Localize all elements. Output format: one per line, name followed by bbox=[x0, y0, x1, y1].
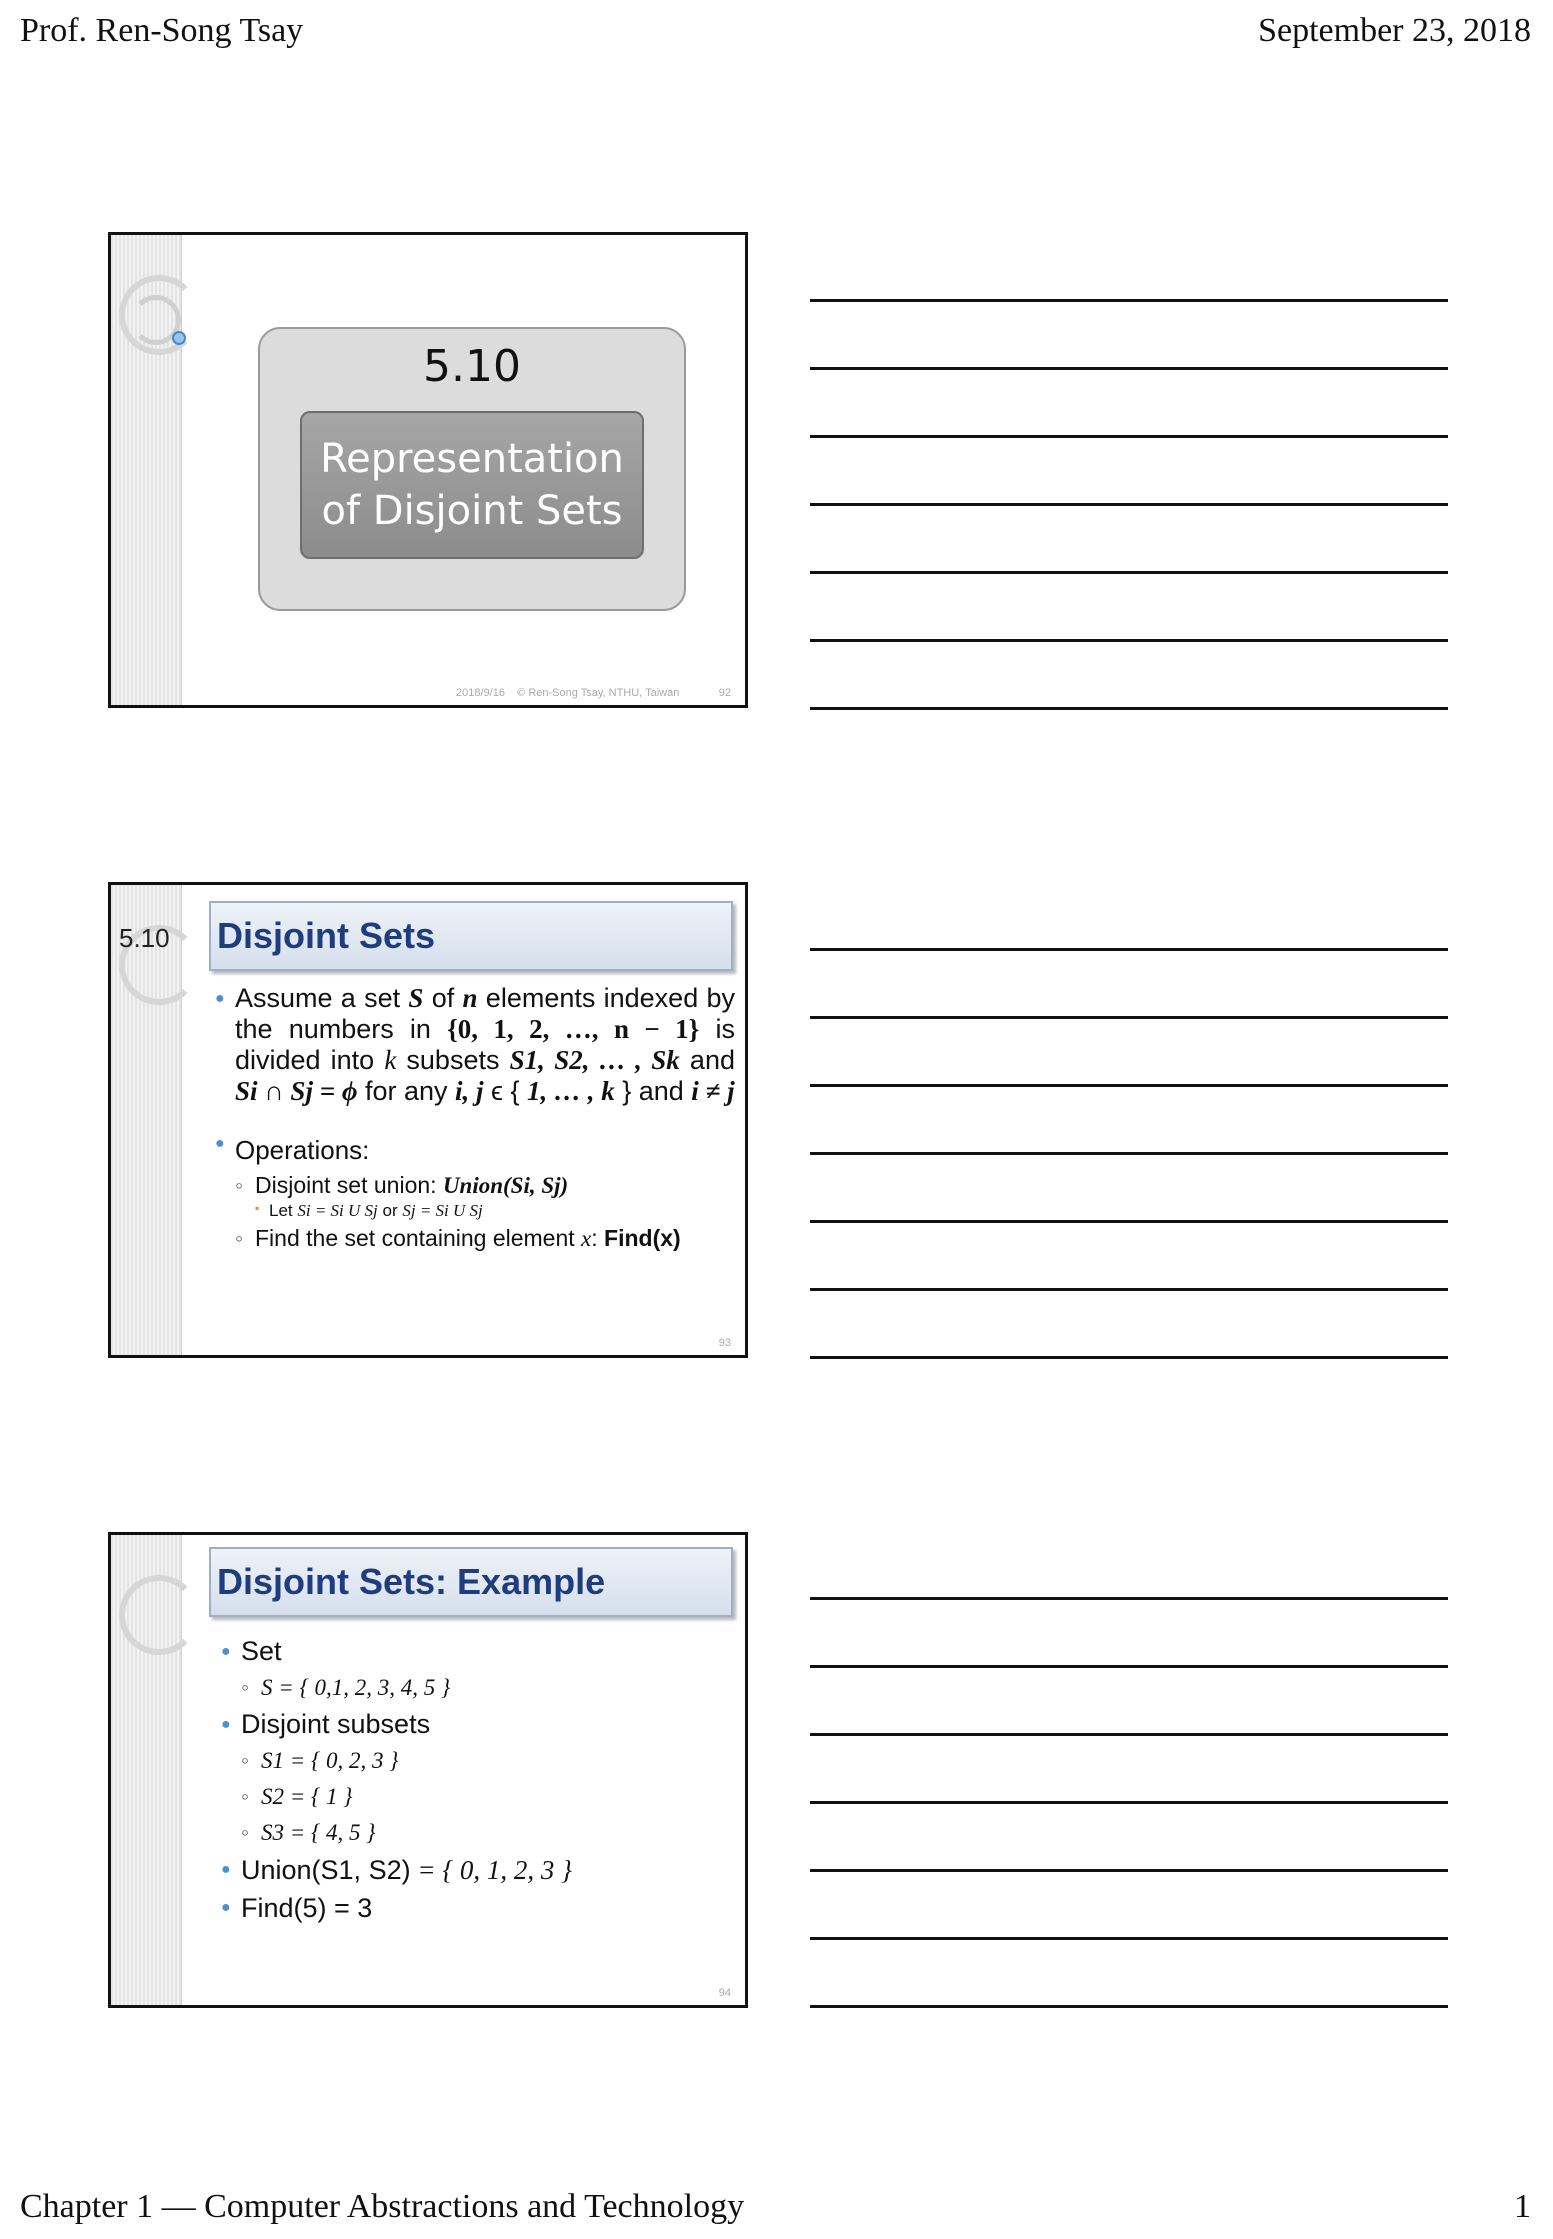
slide-page-number: 92 bbox=[718, 687, 731, 699]
sub-sub-bullet-let: ▪ Let Si = Si U Sj or Sj = Si U Sj bbox=[255, 1201, 735, 1221]
slide-title: Disjoint Sets: Example bbox=[217, 1561, 606, 1602]
slide-93 bbox=[108, 882, 748, 1358]
note-line bbox=[810, 1665, 1448, 1668]
note-line bbox=[810, 1937, 1448, 1940]
section-title-line2: of Disjoint Sets bbox=[321, 488, 623, 534]
footer-chapter: Chapter 1 — Computer Abstractions and Technology bbox=[20, 2188, 745, 2225]
note-line bbox=[810, 948, 1448, 951]
slide-footer-copyright: © Ren-Song Tsay, NTHU, Taiwan bbox=[517, 687, 680, 699]
section-title-line1: Representation bbox=[320, 436, 624, 482]
header-date: September 23, 2018 bbox=[1258, 12, 1531, 49]
note-line bbox=[810, 639, 1448, 642]
note-line bbox=[810, 1597, 1448, 1600]
note-line bbox=[810, 367, 1448, 370]
header-author: Prof. Ren-Song Tsay bbox=[20, 12, 304, 49]
bullet-operations: ● Operations: bbox=[215, 1135, 735, 1166]
decorative-strip bbox=[111, 1535, 182, 2005]
slide-92 bbox=[108, 232, 748, 708]
note-line bbox=[810, 1016, 1448, 1019]
note-line bbox=[810, 1801, 1448, 1804]
note-line bbox=[810, 1356, 1448, 1359]
note-line bbox=[810, 435, 1448, 438]
decorative-strip bbox=[111, 235, 182, 705]
sub-bullet-set-expr: ◦ S = { 0,1, 2, 3, 4, 5 } bbox=[241, 1670, 572, 1706]
slide-title-bar bbox=[209, 1547, 733, 1617]
note-line bbox=[810, 1084, 1448, 1087]
bullet-assumption: ● Assume a set S of n elements indexed by the numbers in {0, 1, 2, …, n − 1} is divided into k subsets S1, S2, … , Sk and Si ∩ Sj = ϕ for any i, j ϵ { 1, … , k } and i ≠ j bbox=[215, 983, 735, 1107]
sub-bullet-subset-2: ◦ S2 = { 1 } bbox=[241, 1779, 572, 1815]
slide-content bbox=[215, 983, 735, 1252]
footer-page-number: 1 bbox=[1514, 2188, 1531, 2225]
note-line bbox=[810, 1152, 1448, 1155]
slide-footer bbox=[456, 687, 679, 699]
slide-title: Disjoint Sets bbox=[217, 915, 436, 956]
bullet-disjoint-subsets: ● Disjoint subsets bbox=[221, 1706, 572, 1743]
section-number: 5.10 bbox=[423, 341, 521, 392]
bullet-union: ● Union(S1, S2) = { 0, 1, 2, 3 } bbox=[221, 1851, 572, 1889]
slide-94 bbox=[108, 1532, 748, 2008]
note-line bbox=[810, 299, 1448, 302]
section-corner-label: 5.10 bbox=[119, 923, 170, 953]
sub-bullet-subset-3: ◦ S3 = { 4, 5 } bbox=[241, 1815, 572, 1851]
slide-page-number: 93 bbox=[718, 1337, 731, 1349]
bullet-find: ● Find(5) = 3 bbox=[221, 1889, 572, 1927]
sub-bullet-find: ◦ Find the set containing element x: Find(x) bbox=[235, 1225, 735, 1252]
bullet-set: ● Set bbox=[221, 1633, 572, 1670]
note-line bbox=[810, 503, 1448, 506]
swirl-decoration bbox=[119, 1575, 199, 1655]
decorative-strip bbox=[111, 885, 182, 1355]
note-line bbox=[810, 1733, 1448, 1736]
note-line bbox=[810, 707, 1448, 710]
slide-content bbox=[221, 1633, 572, 1927]
sub-bullet-subset-1: ◦ S1 = { 0, 2, 3 } bbox=[241, 1743, 572, 1779]
note-line bbox=[810, 571, 1448, 574]
slide-footer-date: 2018/9/16 bbox=[456, 687, 505, 699]
slide-title-bar bbox=[209, 901, 733, 971]
section-box bbox=[258, 327, 686, 611]
section-title bbox=[300, 411, 644, 559]
note-line bbox=[810, 1220, 1448, 1223]
note-line bbox=[810, 1288, 1448, 1291]
note-line bbox=[810, 2005, 1448, 2008]
blue-dot-icon bbox=[172, 331, 186, 345]
sub-bullet-union: ◦ Disjoint set union: Union(Si, Sj) bbox=[235, 1172, 735, 1199]
note-line bbox=[810, 1869, 1448, 1872]
slide-page-number: 94 bbox=[718, 1987, 731, 1999]
